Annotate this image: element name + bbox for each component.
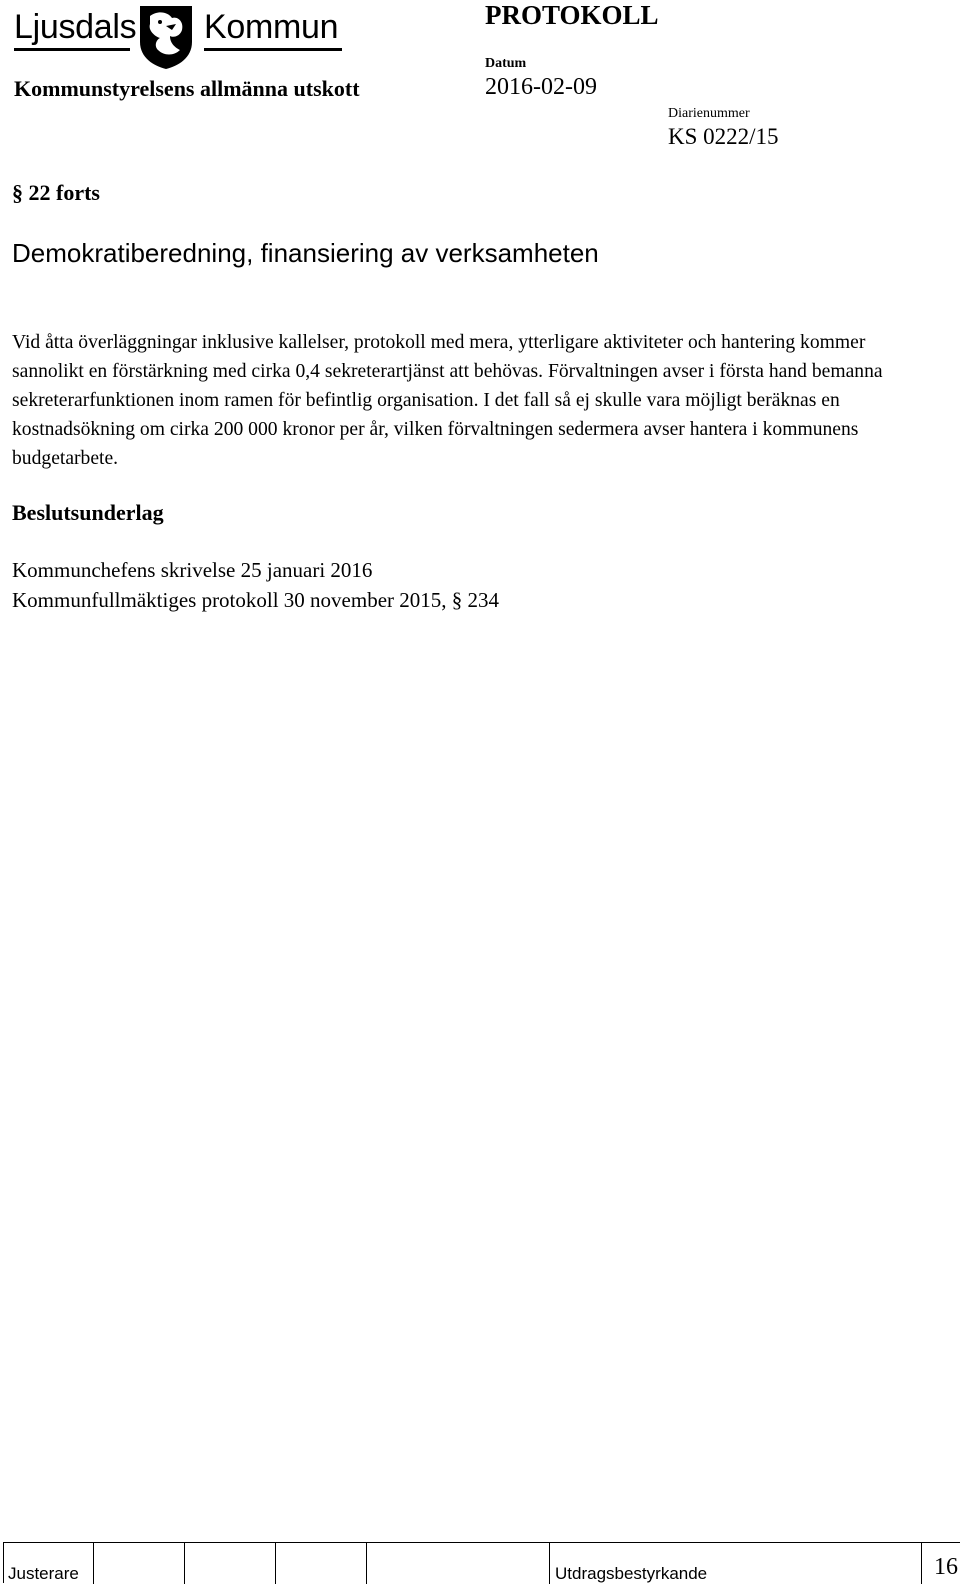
document-type: PROTOKOLL bbox=[485, 0, 659, 30]
footer-cell bbox=[367, 1543, 550, 1584]
body-paragraph: Vid åtta överläggningar inklusive kallelser, protokoll med mera, ytterligare aktiviteter och hantering kommer sannolikt en förstärkning med cirka 0,4 sekreterartjänst att behövas. Förvaltningen avser i första hand bemanna sekreterarfunktionen inom ramen för befintlig organisation. I det fall så ej skulle vara möjligt beräknas en kostnadsökning om cirka 200 000 kronor per år, vilken förvaltningen sedermera avser hantera i kommunens budgetarbete. bbox=[12, 332, 883, 469]
utdrag-label: Utdragsbestyrkande bbox=[555, 1564, 708, 1583]
justerare-label: Justerare bbox=[8, 1564, 79, 1583]
committee-name: Kommunstyrelsens allmänna utskott bbox=[14, 76, 360, 101]
logo-underline-left bbox=[14, 48, 130, 51]
basis-item: Kommunfullmäktiges protokoll 30 november 2015, § 234 bbox=[12, 588, 500, 612]
municipality-logo bbox=[14, 2, 339, 70]
section-number: § 22 forts bbox=[12, 180, 100, 205]
footer-cell bbox=[550, 1543, 922, 1584]
date-label: Datum bbox=[485, 56, 527, 71]
footer-cell bbox=[276, 1543, 367, 1584]
date-value: 2016-02-09 bbox=[485, 74, 597, 100]
basis-heading: Beslutsunderlag bbox=[12, 500, 164, 525]
diarie-label: Diarienummer bbox=[668, 106, 750, 121]
diarie-value: KS 0222/15 bbox=[668, 124, 779, 149]
logo-word-kommun: Kommun bbox=[204, 8, 339, 46]
footer-cell bbox=[185, 1543, 276, 1584]
footer-signature-table bbox=[3, 1542, 960, 1583]
lion-crest-icon bbox=[136, 2, 196, 70]
logo-underline-right bbox=[204, 48, 342, 51]
basis-item: Kommunchefens skrivelse 25 januari 2016 bbox=[12, 558, 373, 582]
section-title: Demokratiberedning, finansiering av verksamheten bbox=[12, 238, 599, 268]
footer-cell bbox=[94, 1543, 185, 1584]
logo-word-ljusdals: Ljusdals bbox=[14, 8, 137, 46]
footer-cell bbox=[4, 1543, 94, 1584]
page-number: 16 bbox=[934, 1554, 958, 1580]
